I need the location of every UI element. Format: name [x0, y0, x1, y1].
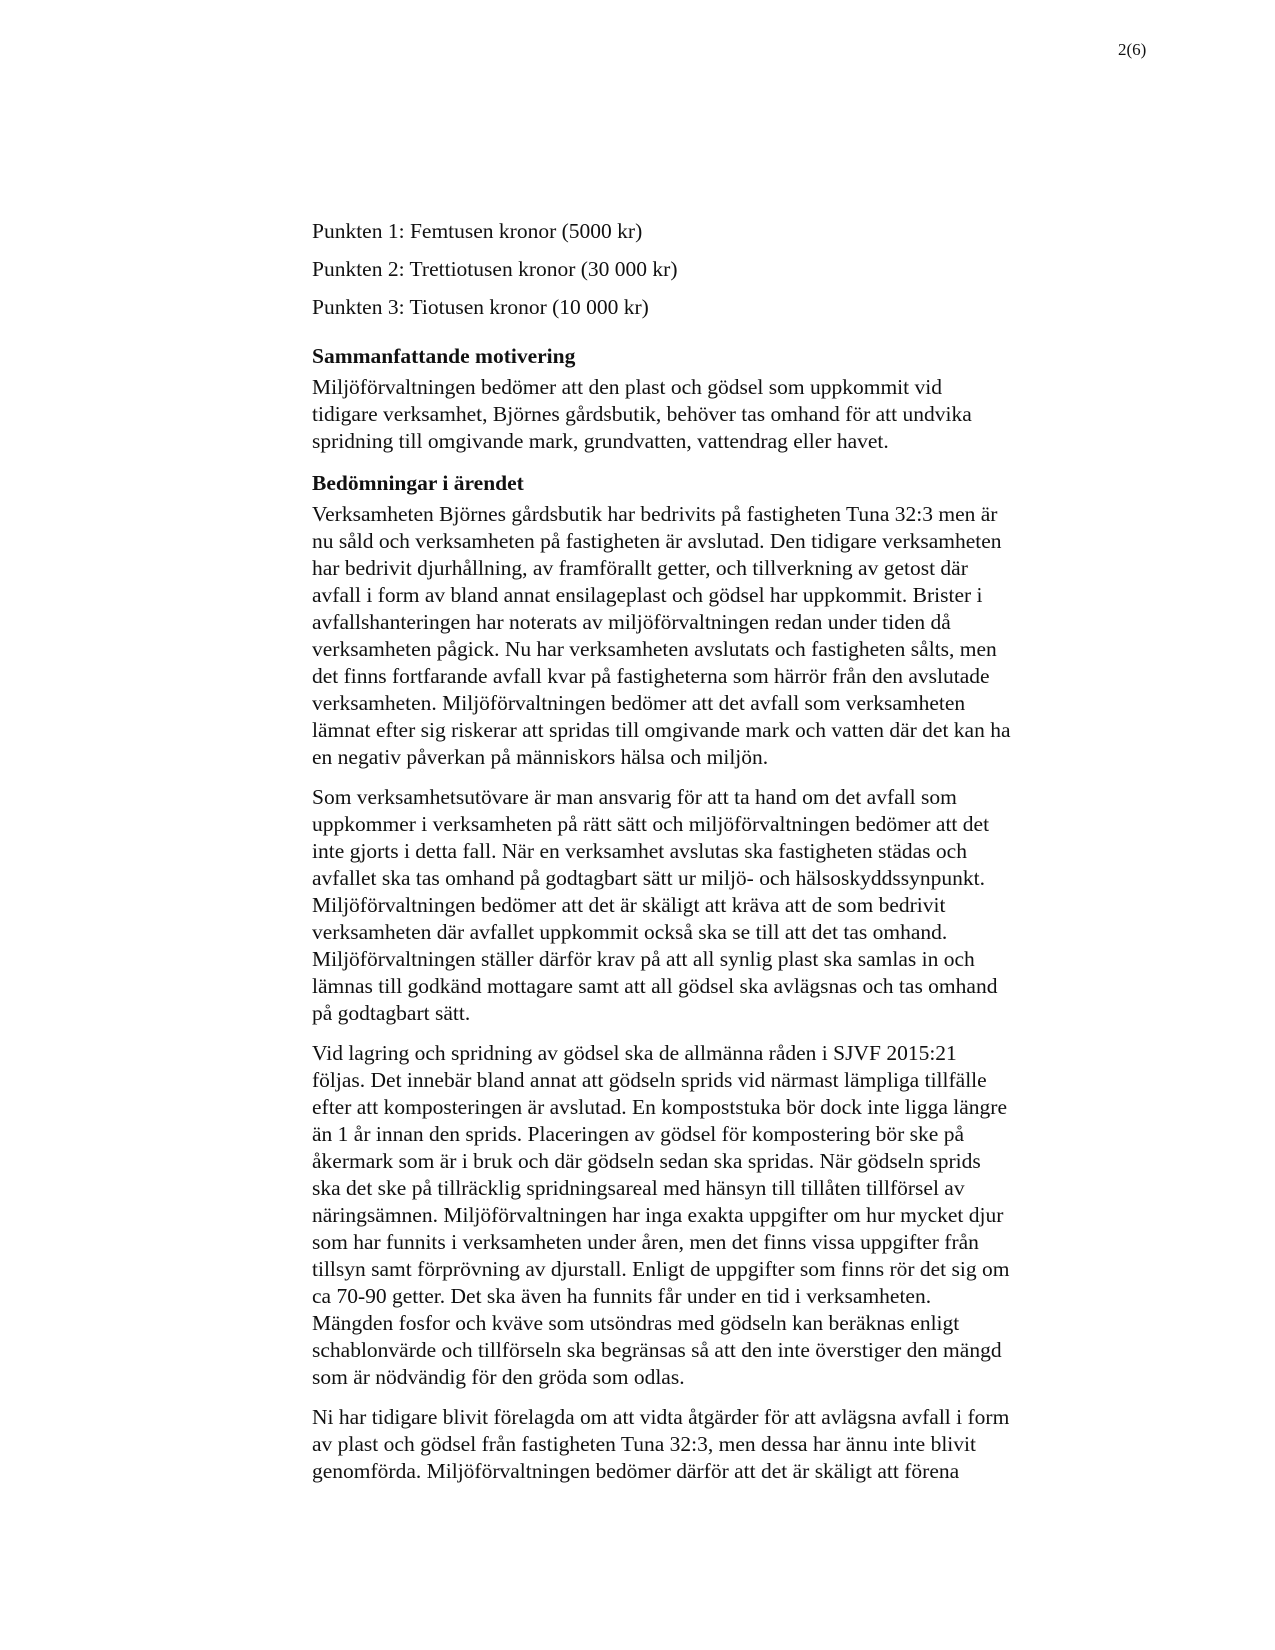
text-line: avfallet ska tas omhand på godtagbart sätt ur miljö- och hälsoskyddssynpunkt. [312, 866, 985, 890]
text-line: genomförda. Miljöförvaltningen bedömer därför att det är skäligt att förena [312, 1459, 960, 1483]
text-line: avfall i form av bland annat ensilageplast och gödsel har uppkommit. Brister i [312, 583, 983, 607]
text-line: verksamheten. Miljöförvaltningen bedömer att det avfall som verksamheten [312, 691, 966, 715]
section [312, 470, 1082, 1485]
sections-container [312, 343, 1082, 1485]
amount-item: Punkten 3: Tiotusen kronor (10 000 kr) [312, 295, 649, 319]
text-line: som har funnits i verksamheten under åren, men det finns vissa uppgifter från [312, 1230, 979, 1254]
text-line: tillsyn samt förprövning av djurstall. Enligt de uppgifter som finns rör det sig om [312, 1257, 1010, 1281]
text-line: efter att komposteringen är avslutad. En kompoststuka bör dock inte ligga längre [312, 1095, 1007, 1119]
body-paragraph [312, 374, 1082, 455]
text-line: Miljöförvaltningen ställer därför krav på att all synlig plast ska samlas in och [312, 947, 975, 971]
text-line: Som verksamhetsutövare är man ansvarig för att ta hand om det avfall som [312, 785, 957, 809]
amount-item: Punkten 2: Trettiotusen kronor (30 000 kr) [312, 257, 678, 281]
text-line: Miljöförvaltningen bedömer att den plast och gödsel som uppkommit vid [312, 375, 942, 399]
section [312, 343, 1082, 455]
text-line: har bedrivit djurhållning, av framförallt getter, och tillverkning av getost där [312, 556, 968, 580]
text-line: på godtagbart sätt. [312, 1001, 471, 1025]
text-line: nu såld och verksamheten på fastigheten är avslutad. Den tidigare verksamheten [312, 529, 1002, 553]
text-line: det finns fortfarande avfall kvar på fastigheterna som härrör från den avslutade [312, 664, 990, 688]
body-paragraph [312, 1404, 1082, 1485]
text-line: Ni har tidigare blivit förelagda om att vidta åtgärder för att avlägsna avfall i form [312, 1405, 1010, 1429]
text-line: uppkommer i verksamheten på rätt sätt och miljöförvaltningen bedömer att det [312, 812, 990, 836]
section-heading: Sammanfattande motivering [312, 344, 576, 368]
text-line: inte gjorts i detta fall. När en verksamhet avslutas ska fastigheten städas och [312, 839, 967, 863]
text-line: ca 70-90 getter. Det ska även ha funnits får under en tid i verksamheten. [312, 1284, 932, 1308]
text-line: lämnas till godkänd mottagare samt att all gödsel ska avlägsnas och tas omhand [312, 974, 998, 998]
text-line: som är nödvändig för den gröda som odlas. [312, 1365, 685, 1389]
text-line: schablonvärde och tillförseln ska begränsas så att den inte överstiger den mängd [312, 1338, 1002, 1362]
text-line: avfallshanteringen har noterats av miljöförvaltningen redan under tiden då [312, 610, 951, 634]
amount-item: Punkten 1: Femtusen kronor (5000 kr) [312, 219, 643, 243]
document-body [312, 218, 1082, 1500]
text-line: spridning till omgivande mark, grundvatten, vattendrag eller havet. [312, 429, 889, 453]
text-line: Verksamheten Björnes gårdsbutik har bedrivits på fastigheten Tuna 32:3 men är [312, 502, 998, 526]
text-line: åkermark som är i bruk och där gödseln sedan ska spridas. När gödseln sprids [312, 1149, 981, 1173]
section-heading: Bedömningar i ärendet [312, 471, 524, 495]
body-paragraph [312, 784, 1082, 1027]
text-line: följas. Det innebär bland annat att gödseln sprids vid närmast lämpliga tillfälle [312, 1068, 987, 1092]
text-line: tidigare verksamhet, Björnes gårdsbutik, behöver tas omhand för att undvika [312, 402, 972, 426]
text-line: näringsämnen. Miljöförvaltningen har inga exakta uppgifter om hur mycket djur [312, 1203, 1004, 1227]
text-line: verksamheten där avfallet uppkommit också ska se till att det tas omhand. [312, 920, 948, 944]
amount-list [312, 218, 1082, 321]
text-line: verksamheten pågick. Nu har verksamheten avslutats och fastigheten sålts, men [312, 637, 997, 661]
text-line: ska det ske på tillräcklig spridningsareal med hänsyn till tillåten tillförsel av [312, 1176, 965, 1200]
text-line: än 1 år innan den sprids. Placeringen av gödsel för kompostering bör ske på [312, 1122, 965, 1146]
text-line: Miljöförvaltningen bedömer att det är skäligt att kräva att de som bedrivit [312, 893, 946, 917]
page-number: 2(6) [1118, 40, 1147, 59]
text-line: en negativ påverkan på människors hälsa och miljön. [312, 745, 769, 769]
text-line: lämnat efter sig riskerar att spridas till omgivande mark och vatten där det kan ha [312, 718, 1011, 742]
body-paragraph [312, 501, 1082, 771]
body-paragraph [312, 1040, 1082, 1391]
text-line: Vid lagring och spridning av gödsel ska de allmänna råden i SJVF 2015:21 [312, 1041, 957, 1065]
text-line: av plast och gödsel från fastigheten Tuna 32:3, men dessa har ännu inte blivit [312, 1432, 976, 1456]
text-line: Mängden fosfor och kväve som utsöndras med gödseln kan beräknas enligt [312, 1311, 960, 1335]
